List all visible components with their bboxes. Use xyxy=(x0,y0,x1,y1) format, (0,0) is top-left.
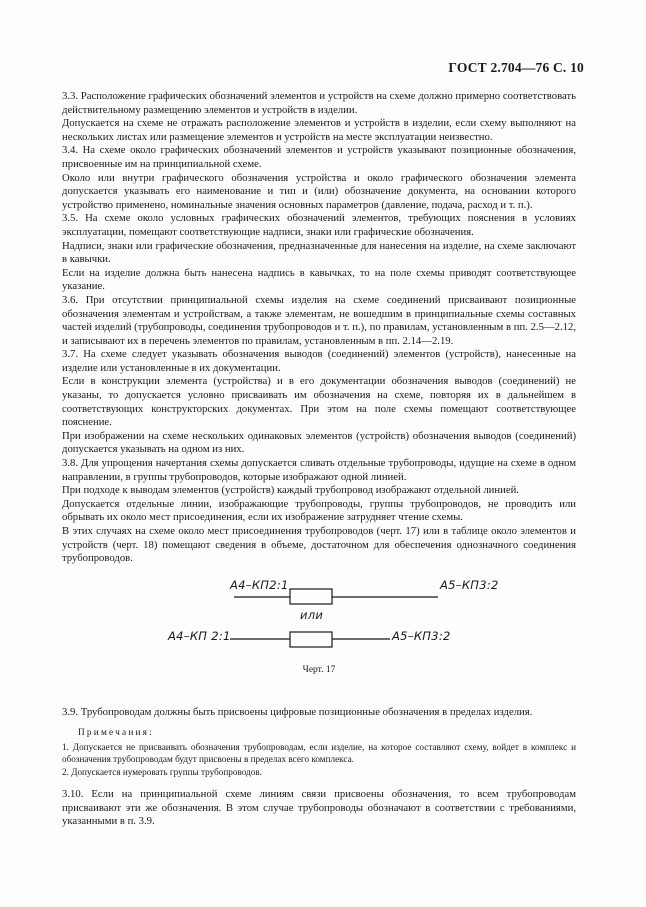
label-bottom-right: А5–КП3:2 xyxy=(392,628,451,643)
note-2: 2. Допускается нумеровать группы трубопроводов. xyxy=(62,766,262,777)
paragraph-3-4: 3.4. На схеме около графических обозначений элементов и устройств указывают позиционные обозначения, присвоенные им на принципиальной схеме. xyxy=(62,144,576,170)
paragraph: В этих случаях на схеме около мест присоединения трубопроводов (черт. 17) или в таблице около элементов и устройств (черт. 18) помещают сведения в объеме, достаточном для обеспечения однозначного соединения трубопроводов. xyxy=(62,525,576,565)
figure-caption: Черт. 17 xyxy=(302,664,336,675)
paragraph-3-5: 3.5. На схеме около условных графических обозначений элементов, требующих пояснения в условиях эксплуатации, помещают соответствующие надписи, знаки или графические обозначения. xyxy=(62,212,576,238)
paragraph-3-3: 3.3. Расположение графических обозначений элементов и устройств на схеме должно примерно соответствовать действительному размещению элементов и устройств в изделии. xyxy=(62,90,576,116)
paragraph: При подходе к выводам элементов (устройств) каждый трубопровод изображают отдельной линией. xyxy=(62,484,519,497)
paragraph-3-7: 3.7. На схеме следует указывать обозначения выводов (соединений) элементов (устройств), нанесенные на изделие или установленные в их документации. xyxy=(62,348,576,374)
paragraph: Допускается на схеме не отражать расположение элементов и устройств в изделии, если схему выполняют на нескольких листах или размещение элементов и устройств на месте эксплуатации неизвестно. xyxy=(62,117,576,143)
label-top-right: А5–КП3:2 xyxy=(440,577,499,592)
spacer xyxy=(62,684,576,706)
paragraph-3-10: 3.10. Если на принципиальной схеме линиям связи присвоены обозначения, то всем трубопроводам присваивают эти же обозначения. В этом случае трубопроводы обозначают в соответствии с требованиями, указанными в п. 3.9. xyxy=(62,788,576,828)
note-1: 1. Допускается не присваивать обозначения трубопроводам, если изделие, на которое составляют схему, войдет в комплекс и обозначения трубопроводам будут присвоены в пределах всего комплекса. xyxy=(62,741,576,765)
paragraph: Если в конструкции элемента (устройства) и в его документации обозначения выводов (соединений) не указаны, то допускается условно присваивать им обозначения на схеме, повторяя их в дальнейшем в соответствующих конструкторских документах. При этом на поле схемы помещают соответствующее пояснение. xyxy=(62,375,576,429)
paragraph: Надписи, знаки или графические обозначения, предназначенные для нанесения на изделие, на схеме заключают в кавычки. xyxy=(62,239,576,266)
paragraph-3-8: 3.8. Для упрощения начертания схемы допускается сливать отдельные трубопроводы, идущие на схеме в одном направлении, в группы трубопроводов, которые изображают одной линией. xyxy=(62,457,576,483)
drawing-17 xyxy=(62,572,576,684)
label-or: или xyxy=(300,607,324,622)
paragraph-3-6: 3.6. При отсутствии принципиальной схемы изделия на схеме соединений присваивают позиционные обозначения элементам и устройствам, а также элементам, не вошедшим в принципиальные схемы составных частей изделий (трубопроводы, соединения трубопроводов и т. п.), по правилам, установленным в пп. 2.5—2.12, и записывают их в перечень элементов по правилам, установленным в пп. 2.14—2.19. xyxy=(62,293,576,347)
notes-title: Примечания: xyxy=(78,728,154,739)
page-header: ГОСТ 2.704—76 С. 10 xyxy=(448,60,584,75)
paragraph: Если на изделие должна быть нанесена надпись в кавычках, то на поле схемы приводят соответствующее указание. xyxy=(62,266,576,293)
document-body xyxy=(62,90,576,829)
paragraph-3-9: 3.9. Трубопроводам должны быть присвоены цифровые позиционные обозначения в пределах изделия. xyxy=(62,705,533,718)
label-top-left: А4–КП2:1 xyxy=(230,577,289,592)
paragraph: При изображении на схеме нескольких одинаковых элементов (устройств) обозначения выводов (соединений) допускается указывать на одном из них. xyxy=(62,429,576,456)
element-box-bottom xyxy=(290,632,332,647)
element-box-top xyxy=(290,589,332,604)
paragraph: Допускается отдельные линии, изображающие трубопроводы, группы трубопроводов, не проводить или обрывать их около мест присоединения, если их изображение затрудняет чтение схемы. xyxy=(62,497,576,524)
label-bottom-left: А4–КП 2:1 xyxy=(168,628,231,643)
paragraph: Около или внутри графического обозначения устройства и около графического обозначения элемента допускается указывать его наименование и тип и (или) обозначение документа, на основании которого устройство применено, номинальные значения основных параметров (давление, подача, расход и т. п.). xyxy=(62,171,576,211)
